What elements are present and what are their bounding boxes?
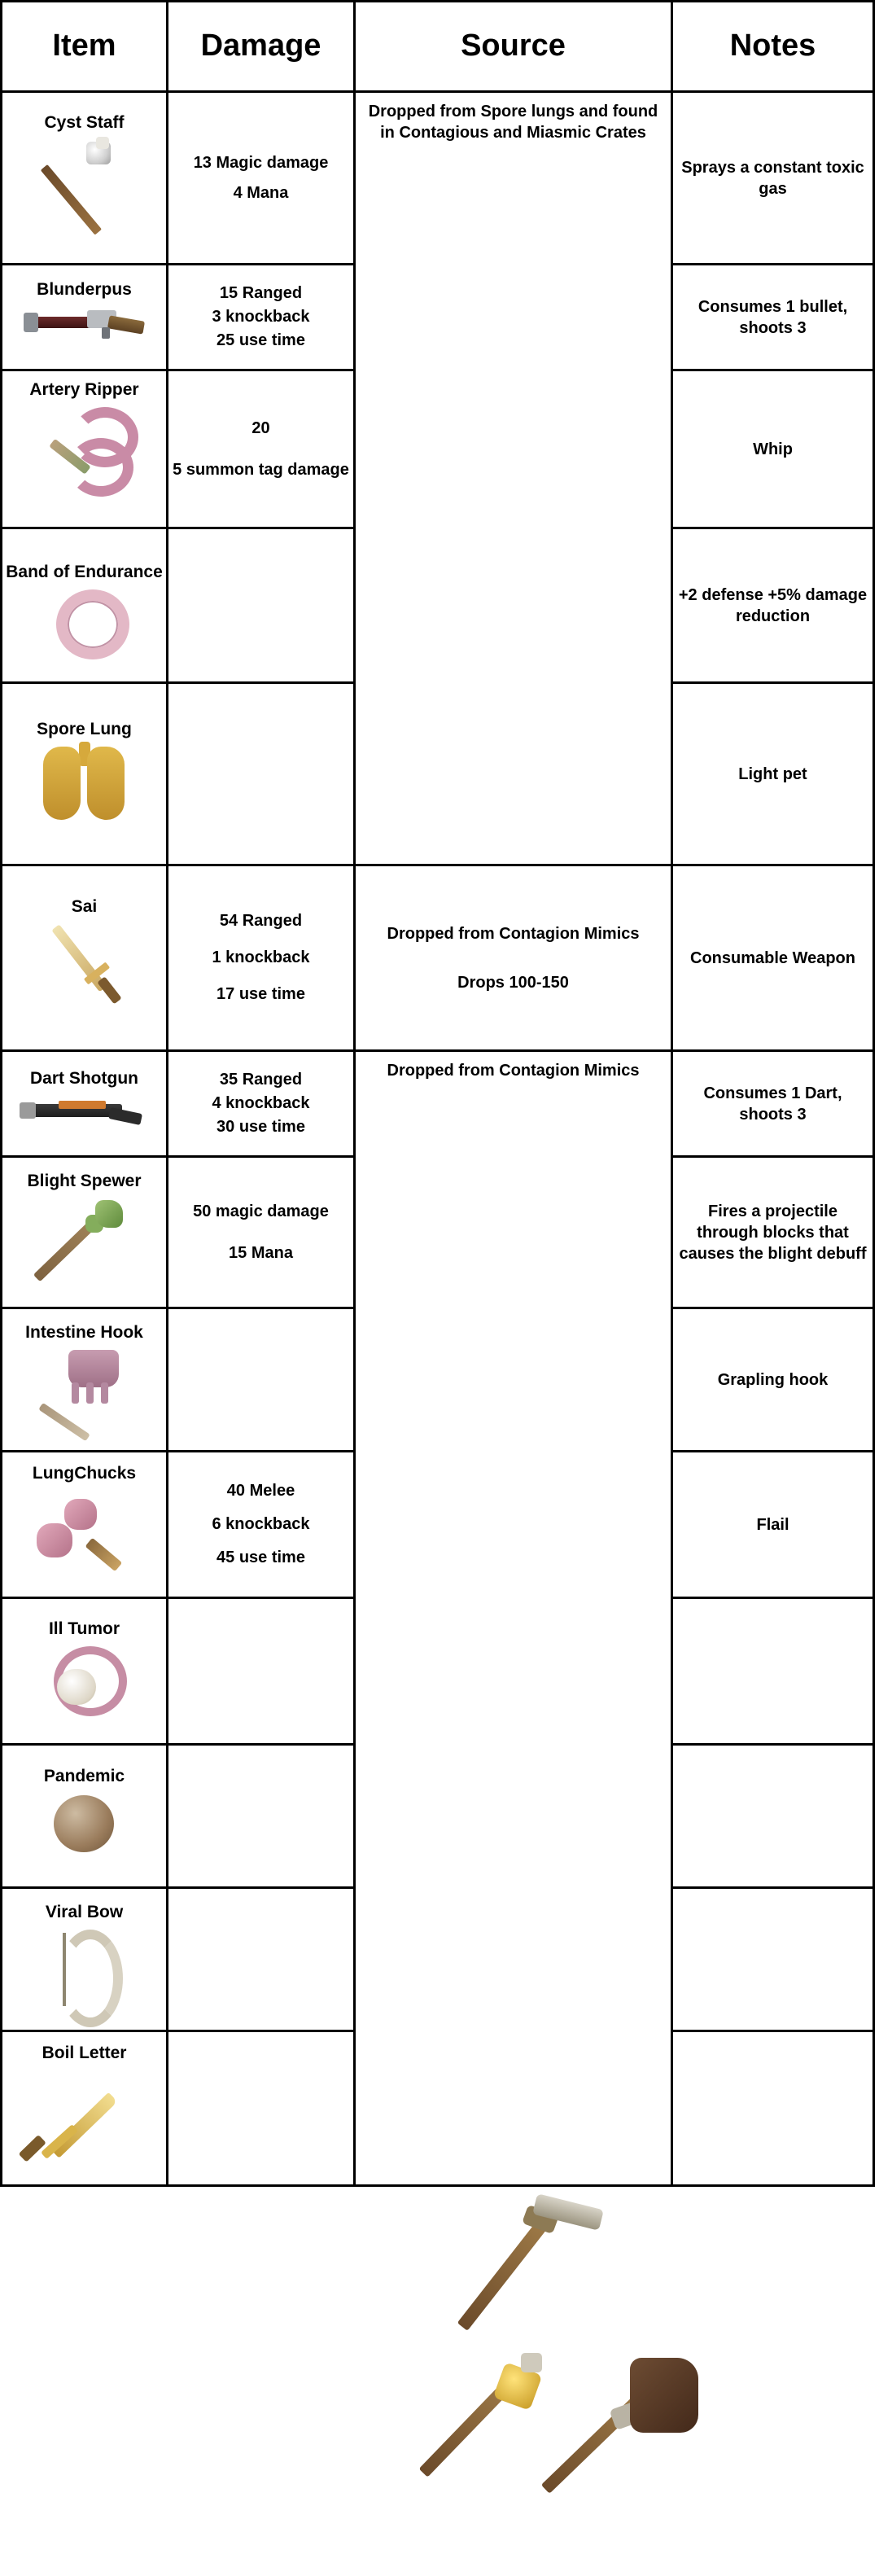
notes-cell [672, 865, 874, 1051]
damage-line: 1 knockback [212, 948, 310, 966]
source-text: Dropped from Contagion Mimics [387, 1062, 640, 1080]
ill-tumor-sprite [2, 1638, 166, 1728]
item-cell-viral-bow [2, 1888, 168, 2031]
notes-text: Flail [756, 1515, 789, 1534]
table-row [2, 865, 874, 1051]
column-header-item: Item [2, 2, 168, 92]
notes-text [673, 1810, 872, 1823]
item-name: Boil Letter [42, 2043, 127, 2062]
notes-cell [672, 1888, 874, 2031]
column-header-notes: Notes [672, 2, 874, 92]
blunderpus-sprite [2, 299, 166, 359]
lungchucks-sprite [2, 1483, 166, 1590]
column-header-source: Source [355, 2, 672, 92]
damage-cell [168, 865, 355, 1051]
notes-text [673, 1665, 872, 1678]
source-cell [355, 1051, 672, 2186]
damage-cell [168, 370, 355, 528]
item-name: Intestine Hook [25, 1322, 143, 1342]
notes-cell [672, 1157, 874, 1308]
damage-cell [168, 2031, 355, 2186]
damage-line: 4 Mana [233, 183, 289, 202]
item-cell-cyst-staff [2, 92, 168, 265]
damage-cell [168, 265, 355, 370]
item-cell-blight-spewer [2, 1157, 168, 1308]
damage-cell [168, 1157, 355, 1308]
source-text: Dropped from Spore lungs and found in Contagious and Miasmic Crates [368, 103, 658, 142]
notes-cell [672, 2031, 874, 2186]
damage-line: 40 Melee [226, 1482, 295, 1500]
notes-text: Grapling hook [717, 1370, 829, 1389]
item-cell-blunderpus [2, 265, 168, 370]
damage-cell [168, 1888, 355, 2031]
damage-cell [168, 92, 355, 265]
item-name: Cyst Staff [44, 112, 125, 132]
source-cell [355, 92, 672, 865]
item-cell-artery-ripper [2, 370, 168, 528]
damage-line: 6 knockback [212, 1515, 310, 1533]
damage-line: 20 [251, 418, 270, 437]
notes-cell [672, 1598, 874, 1745]
damage-line: 17 use time [216, 985, 305, 1003]
item-name: LungChucks [32, 1463, 137, 1483]
notes-text: +2 defense +5% damage reduction [678, 585, 868, 625]
item-name: Artery Ripper [29, 379, 139, 399]
viral-bow-sprite [2, 1921, 166, 2021]
notes-cell [672, 370, 874, 528]
notes-cell [672, 92, 874, 265]
damage-line: 50 magic damage [193, 1202, 329, 1220]
pickaxe-sprite [456, 2198, 602, 2361]
damage-line: 45 use time [216, 1549, 305, 1566]
damage-line: 4 knockback [212, 1094, 310, 1112]
notes-cell [672, 683, 874, 865]
item-cell-lungchucks [2, 1452, 168, 1598]
source-cell [355, 865, 672, 1051]
item-cell-dart-shotgun [2, 1051, 168, 1157]
item-cell-sai [2, 865, 168, 1051]
notes-cell [672, 528, 874, 683]
item-name: Blunderpus [37, 279, 132, 299]
notes-text: Consumable Weapon [690, 948, 855, 967]
column-header-damage: Damage [168, 2, 355, 92]
notes-text [673, 2102, 872, 2115]
notes-cell [672, 1745, 874, 1888]
cyst-staff-sprite [2, 132, 166, 248]
notes-text: Fires a projectile through blocks that causes the blight debuff [679, 1202, 867, 1263]
damage-cell [168, 1051, 355, 1157]
item-name: Dart Shotgun [30, 1068, 138, 1088]
damage-line: 3 knockback [212, 308, 310, 326]
item-name: Blight Spewer [27, 1171, 142, 1190]
damage-cell [168, 1452, 355, 1598]
damage-cell [168, 1308, 355, 1452]
damage-line: 5 summon tag damage [173, 460, 349, 479]
damage-line: 15 Ranged [219, 284, 303, 302]
notes-text: Consumes 1 bullet, shoots 3 [698, 297, 848, 337]
item-cell-intestine-hook [2, 1308, 168, 1452]
notes-cell [672, 1308, 874, 1452]
item-cell-spore-lung [2, 683, 168, 865]
item-name: Pandemic [43, 1766, 125, 1785]
table-row [2, 92, 874, 265]
item-name: Band of Endurance [6, 562, 163, 581]
band-of-endurance-sprite [2, 581, 166, 653]
damage-line: 35 Ranged [219, 1071, 303, 1089]
item-cell-band-of-endurance [2, 528, 168, 683]
item-name: Viral Bow [45, 1902, 124, 1921]
damage-cell [168, 1598, 355, 1745]
boil-letter-sprite [2, 2062, 166, 2178]
damage-cell [168, 528, 355, 683]
item-name: Spore Lung [37, 719, 132, 738]
notes-text [673, 1953, 872, 1966]
item-cell-boil-letter [2, 2031, 168, 2186]
damage-line: 25 use time [216, 331, 305, 349]
artery-ripper-sprite [2, 399, 166, 523]
source-text: Dropped from Contagion Mimics [387, 924, 640, 943]
pandemic-sprite [2, 1785, 166, 1870]
damage-cell [168, 683, 355, 865]
notes-cell [672, 265, 874, 370]
damage-cell [168, 1745, 355, 1888]
source-extra-text: Drops 100-150 [457, 973, 569, 992]
notes-text: Sprays a constant toxic gas [681, 158, 864, 198]
dart-shotgun-sprite [2, 1088, 166, 1143]
damage-line: 13 Magic damage [193, 153, 329, 172]
sai-sprite [2, 916, 166, 1023]
damage-line: 15 Mana [229, 1243, 293, 1262]
damage-line: 54 Ranged [219, 912, 303, 930]
notes-cell [672, 1452, 874, 1598]
loose-sprites-group [0, 2190, 879, 2573]
item-name: Sai [71, 896, 98, 916]
notes-cell [672, 1051, 874, 1157]
notes-text: Whip [753, 440, 793, 458]
table-header-row [2, 2, 874, 92]
item-cell-pandemic [2, 1745, 168, 1888]
spore-lung-sprite [2, 738, 166, 833]
item-name: Ill Tumor [48, 1619, 120, 1638]
table-row [2, 1051, 874, 1157]
intestine-hook-sprite [2, 1342, 166, 1441]
notes-text: Consumes 1 Dart, shoots 3 [703, 1084, 842, 1124]
damage-line: 30 use time [216, 1118, 305, 1136]
notes-text: Light pet [738, 764, 807, 783]
blight-spewer-sprite [2, 1190, 166, 1298]
axe-sprite [545, 2353, 724, 2532]
item-cell-ill-tumor [2, 1598, 168, 1745]
